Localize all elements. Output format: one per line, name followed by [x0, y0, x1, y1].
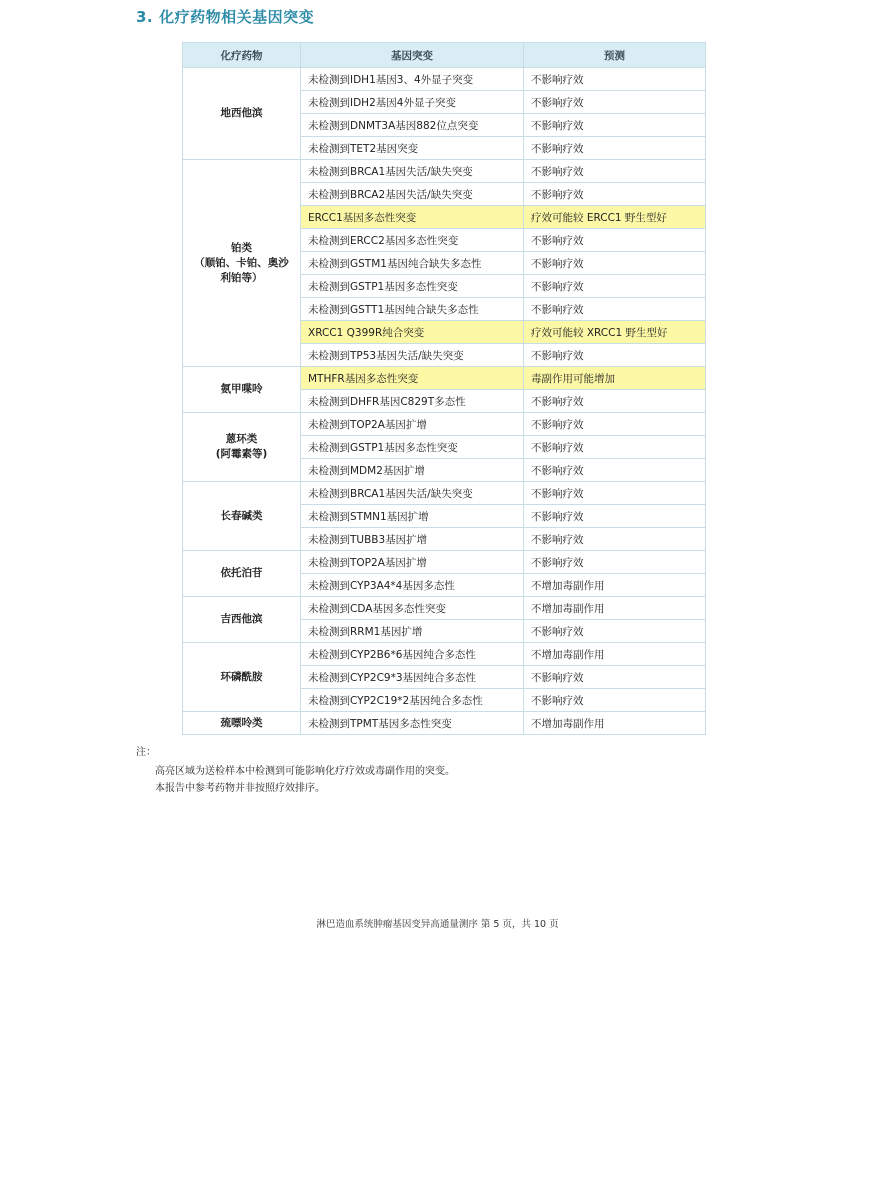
- drug-name-cell: [183, 712, 301, 735]
- table-body: [183, 68, 706, 735]
- prediction-cell: 不影响疗效: [524, 91, 706, 114]
- table-row: [183, 712, 706, 735]
- drug-name-line: 地西他滨: [220, 107, 263, 119]
- prediction-cell: 不影响疗效: [524, 137, 706, 160]
- mutation-cell: 未检测到BRCA1基因失活/缺失突变: [301, 482, 524, 505]
- mutation-cell: 未检测到ERCC2基因多态性突变: [301, 229, 524, 252]
- drug-name-cell: [183, 551, 301, 597]
- drug-name-cell: [183, 68, 301, 160]
- prediction-cell: 不增加毒副作用: [524, 597, 706, 620]
- prediction-cell: 不影响疗效: [524, 252, 706, 275]
- mutation-cell: 未检测到DHFR基因C829T多态性: [301, 390, 524, 413]
- mutation-cell: 未检测到BRCA2基因失活/缺失突变: [301, 183, 524, 206]
- table-row: [183, 160, 706, 183]
- table-row: [183, 68, 706, 91]
- drug-name-line: 利铂等）: [220, 271, 263, 284]
- table-row: [183, 413, 706, 436]
- prediction-cell: 不影响疗效: [524, 666, 706, 689]
- prediction-cell: 不影响疗效: [524, 183, 706, 206]
- header-drug: 化疗药物: [183, 43, 301, 68]
- note-heading: 注：: [136, 747, 156, 758]
- drug-name-cell: [183, 643, 301, 712]
- prediction-cell: 不影响疗效: [524, 689, 706, 712]
- prediction-cell: 不影响疗效: [524, 298, 706, 321]
- table-row: [183, 367, 706, 390]
- prediction-cell: 不增加毒副作用: [524, 574, 706, 597]
- note-line-1: 高亮区域为送检样本中检测到可能影响化疗疗效或毒副作用的突变。: [155, 766, 455, 777]
- prediction-cell: 不影响疗效: [524, 229, 706, 252]
- prediction-cell: 不增加毒副作用: [524, 643, 706, 666]
- mutation-cell: 未检测到MDM2基因扩增: [301, 459, 524, 482]
- drug-name-cell: [183, 413, 301, 482]
- drug-name-line: 吉西他滨: [220, 613, 263, 625]
- prediction-cell: 不影响疗效: [524, 505, 706, 528]
- mutation-cell: XRCC1 Q399R纯合突变: [301, 321, 524, 344]
- mutation-cell: 未检测到TOP2A基因扩增: [301, 413, 524, 436]
- drug-name-line: 长春碱类: [220, 509, 263, 522]
- prediction-cell: 不影响疗效: [524, 68, 706, 91]
- prediction-cell: 疗效可能较 XRCC1 野生型好: [524, 321, 706, 344]
- table-header-row: [183, 43, 706, 68]
- mutation-cell: 未检测到CYP3A4*4基因多态性: [301, 574, 524, 597]
- mutation-cell: 未检测到CYP2C19*2基因纯合多态性: [301, 689, 524, 712]
- prediction-cell: 不影响疗效: [524, 344, 706, 367]
- prediction-cell: 毒副作用可能增加: [524, 367, 706, 390]
- prediction-cell: 不影响疗效: [524, 436, 706, 459]
- mutation-cell: 未检测到CYP2C9*3基因纯合多态性: [301, 666, 524, 689]
- mutation-cell: 未检测到TOP2A基因扩增: [301, 551, 524, 574]
- mutation-cell: 未检测到GSTP1基因多态性突变: [301, 436, 524, 459]
- mutation-cell: 未检测到IDH2基因4外显子突变: [301, 91, 524, 114]
- table-row: [183, 597, 706, 620]
- prediction-cell: 不增加毒副作用: [524, 712, 706, 735]
- mutation-cell: MTHFR基因多态性突变: [301, 367, 524, 390]
- drug-name-cell: [183, 367, 301, 413]
- header-mutation: 基因突变: [301, 43, 524, 68]
- mutation-cell: 未检测到GSTT1基因纯合缺失多态性: [301, 298, 524, 321]
- header-prediction: 预测: [524, 43, 706, 68]
- mutation-cell: 未检测到GSTP1基因多态性突变: [301, 275, 524, 298]
- prediction-cell: 不影响疗效: [524, 528, 706, 551]
- section-title: [136, 6, 314, 27]
- mutation-cell: 未检测到TP53基因失活/缺失突变: [301, 344, 524, 367]
- section-number: 3.: [136, 8, 154, 26]
- mutation-cell: 未检测到TPMT基因多态性突变: [301, 712, 524, 735]
- note-line-2: 本报告中参考药物并非按照疗效排序。: [155, 783, 325, 794]
- prediction-cell: 不影响疗效: [524, 551, 706, 574]
- prediction-cell: 不影响疗效: [524, 160, 706, 183]
- drug-name-cell: [183, 482, 301, 551]
- prediction-cell: 不影响疗效: [524, 620, 706, 643]
- drug-name-cell: [183, 597, 301, 643]
- table-row: [183, 482, 706, 505]
- drug-name-cell: [183, 160, 301, 367]
- table-row: [183, 551, 706, 574]
- drug-name-line: 氨甲喋呤: [220, 383, 263, 395]
- mutation-cell: 未检测到CDA基因多态性突变: [301, 597, 524, 620]
- drug-name-line: (阿霉素等): [215, 448, 268, 460]
- mutation-cell: 未检测到CYP2B6*6基因纯合多态性: [301, 643, 524, 666]
- drug-name-line: 巯嘌呤类: [220, 716, 263, 729]
- drug-name-line: （顺铂、卡铂、奥沙: [194, 256, 289, 269]
- prediction-cell: 不影响疗效: [524, 482, 706, 505]
- drug-mutation-table: [182, 42, 706, 735]
- drug-name-line: 环磷酰胺: [220, 670, 263, 683]
- mutation-cell: 未检测到STMN1基因扩增: [301, 505, 524, 528]
- mutation-cell: 未检测到TET2基因突变: [301, 137, 524, 160]
- drug-name-line: 铂类: [231, 241, 252, 254]
- drug-name-line: 依托泊苷: [220, 567, 263, 579]
- drug-name-line: 蒽环类: [225, 433, 258, 445]
- prediction-cell: 疗效可能较 ERCC1 野生型好: [524, 206, 706, 229]
- mutation-cell: 未检测到IDH1基因3、4外显子突变: [301, 68, 524, 91]
- prediction-cell: 不影响疗效: [524, 275, 706, 298]
- mutation-cell: 未检测到BRCA1基因失活/缺失突变: [301, 160, 524, 183]
- section-title-text: 化疗药物相关基因突变: [159, 8, 315, 26]
- mutation-cell: 未检测到DNMT3A基因882位点突变: [301, 114, 524, 137]
- mutation-cell: ERCC1基因多态性突变: [301, 206, 524, 229]
- mutation-cell: 未检测到RRM1基因扩增: [301, 620, 524, 643]
- mutation-cell: 未检测到GSTM1基因纯合缺失多态性: [301, 252, 524, 275]
- prediction-cell: 不影响疗效: [524, 459, 706, 482]
- prediction-cell: 不影响疗效: [524, 413, 706, 436]
- table-row: [183, 643, 706, 666]
- mutation-cell: 未检测到TUBB3基因扩增: [301, 528, 524, 551]
- page-footer: 淋巴造血系统肿瘤基因变异高通量测序 第 5 页，共 10 页: [316, 919, 559, 930]
- prediction-cell: 不影响疗效: [524, 114, 706, 137]
- prediction-cell: 不影响疗效: [524, 390, 706, 413]
